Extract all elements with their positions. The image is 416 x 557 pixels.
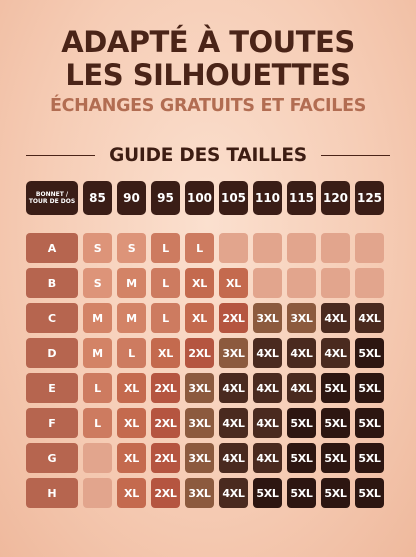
empty-size-cell (83, 443, 112, 473)
header-band-95: 95 (151, 181, 180, 215)
size-cell: M (117, 303, 146, 333)
size-cell: 2XL (151, 478, 180, 508)
size-cell: XL (117, 443, 146, 473)
empty-size-cell (321, 233, 350, 263)
header-band-115: 115 (287, 181, 316, 215)
page-title (0, 26, 416, 92)
cup-label: E (26, 373, 78, 403)
size-cell: 5XL (355, 443, 384, 473)
header-corner-line-1: BONNET / (35, 190, 69, 198)
header-corner-line-2: TOUR DE DOS (28, 198, 76, 205)
size-cell: 5XL (355, 373, 384, 403)
header-corner-cell (26, 181, 78, 215)
guide-heading (26, 142, 390, 168)
empty-size-cell (219, 233, 248, 263)
title-line-2: LES SILHOUETTES (65, 58, 351, 92)
size-cell: 5XL (355, 338, 384, 368)
empty-size-cell (253, 233, 282, 263)
size-cell: 5XL (287, 408, 316, 438)
size-cell: 4XL (321, 338, 350, 368)
table-row (26, 233, 384, 263)
header-band-105: 105 (219, 181, 248, 215)
size-cell: 4XL (287, 338, 316, 368)
size-cell: 4XL (253, 408, 282, 438)
size-cell: L (117, 338, 146, 368)
size-cell: M (83, 303, 112, 333)
size-cell: 2XL (151, 443, 180, 473)
size-cell: 2XL (151, 408, 180, 438)
header-band-125: 125 (355, 181, 384, 215)
empty-size-cell (321, 268, 350, 298)
size-cell: XL (219, 268, 248, 298)
table-row (26, 373, 384, 403)
header-band-85: 85 (83, 181, 112, 215)
size-cell: 3XL (219, 338, 248, 368)
size-cell: 5XL (321, 408, 350, 438)
size-cell: XL (117, 478, 146, 508)
size-cell: L (151, 268, 180, 298)
size-table-body (26, 233, 384, 508)
size-cell: 5XL (287, 443, 316, 473)
guide-title: GUIDE DES TAILLES (109, 144, 307, 166)
empty-size-cell (355, 268, 384, 298)
title-line-1: ADAPTÉ À TOUTES (61, 25, 355, 59)
size-cell: 3XL (185, 408, 214, 438)
size-cell: 2XL (151, 373, 180, 403)
size-cell: 3XL (185, 478, 214, 508)
size-cell: 3XL (287, 303, 316, 333)
size-cell: 4XL (219, 408, 248, 438)
size-cell: XL (185, 303, 214, 333)
empty-size-cell (83, 478, 112, 508)
size-cell: 3XL (253, 303, 282, 333)
divider-right (321, 155, 390, 156)
size-cell: L (185, 233, 214, 263)
cup-label: C (26, 303, 78, 333)
empty-size-cell (287, 233, 316, 263)
subtitle: ÉCHANGES GRATUITS ET FACILES (49, 96, 367, 116)
table-row (26, 338, 384, 368)
size-cell: 5XL (287, 478, 316, 508)
empty-size-cell (355, 233, 384, 263)
size-cell: S (117, 233, 146, 263)
header-band-100: 100 (185, 181, 214, 215)
size-cell: 4XL (287, 373, 316, 403)
size-cell: 5XL (321, 373, 350, 403)
header-band-90: 90 (117, 181, 146, 215)
size-cell: 5XL (355, 408, 384, 438)
table-row (26, 408, 384, 438)
size-cell: 5XL (253, 478, 282, 508)
empty-size-cell (253, 268, 282, 298)
cup-label: F (26, 408, 78, 438)
size-cell: 4XL (253, 373, 282, 403)
cup-label: A (26, 233, 78, 263)
size-cell: L (83, 373, 112, 403)
size-cell: 2XL (219, 303, 248, 333)
size-cell: L (151, 233, 180, 263)
divider-left (26, 155, 95, 156)
size-cell: 4XL (219, 443, 248, 473)
size-cell: XL (185, 268, 214, 298)
empty-size-cell (287, 268, 316, 298)
size-cell: XL (117, 373, 146, 403)
size-cell: 4XL (253, 443, 282, 473)
size-cell: 4XL (321, 303, 350, 333)
cup-label: B (26, 268, 78, 298)
size-cell: L (83, 408, 112, 438)
size-cell: 5XL (321, 478, 350, 508)
size-cell: L (151, 303, 180, 333)
size-cell: 5XL (355, 478, 384, 508)
size-cell: 4XL (219, 478, 248, 508)
size-cell: S (83, 268, 112, 298)
size-cell: S (83, 233, 112, 263)
header-band-120: 120 (321, 181, 350, 215)
table-row (26, 303, 384, 333)
size-table-header (26, 181, 384, 215)
size-cell: XL (151, 338, 180, 368)
header-band-110: 110 (253, 181, 282, 215)
size-cell: 3XL (185, 373, 214, 403)
size-cell: 2XL (185, 338, 214, 368)
table-row (26, 443, 384, 473)
size-cell: 5XL (321, 443, 350, 473)
cup-label: H (26, 478, 78, 508)
size-cell: 4XL (253, 338, 282, 368)
cup-label: G (26, 443, 78, 473)
size-cell: XL (117, 408, 146, 438)
size-cell: M (83, 338, 112, 368)
size-cell: 3XL (185, 443, 214, 473)
table-row (26, 478, 384, 508)
size-cell: 4XL (355, 303, 384, 333)
cup-label: D (26, 338, 78, 368)
size-cell: 4XL (219, 373, 248, 403)
table-row (26, 268, 384, 298)
size-cell: M (117, 268, 146, 298)
